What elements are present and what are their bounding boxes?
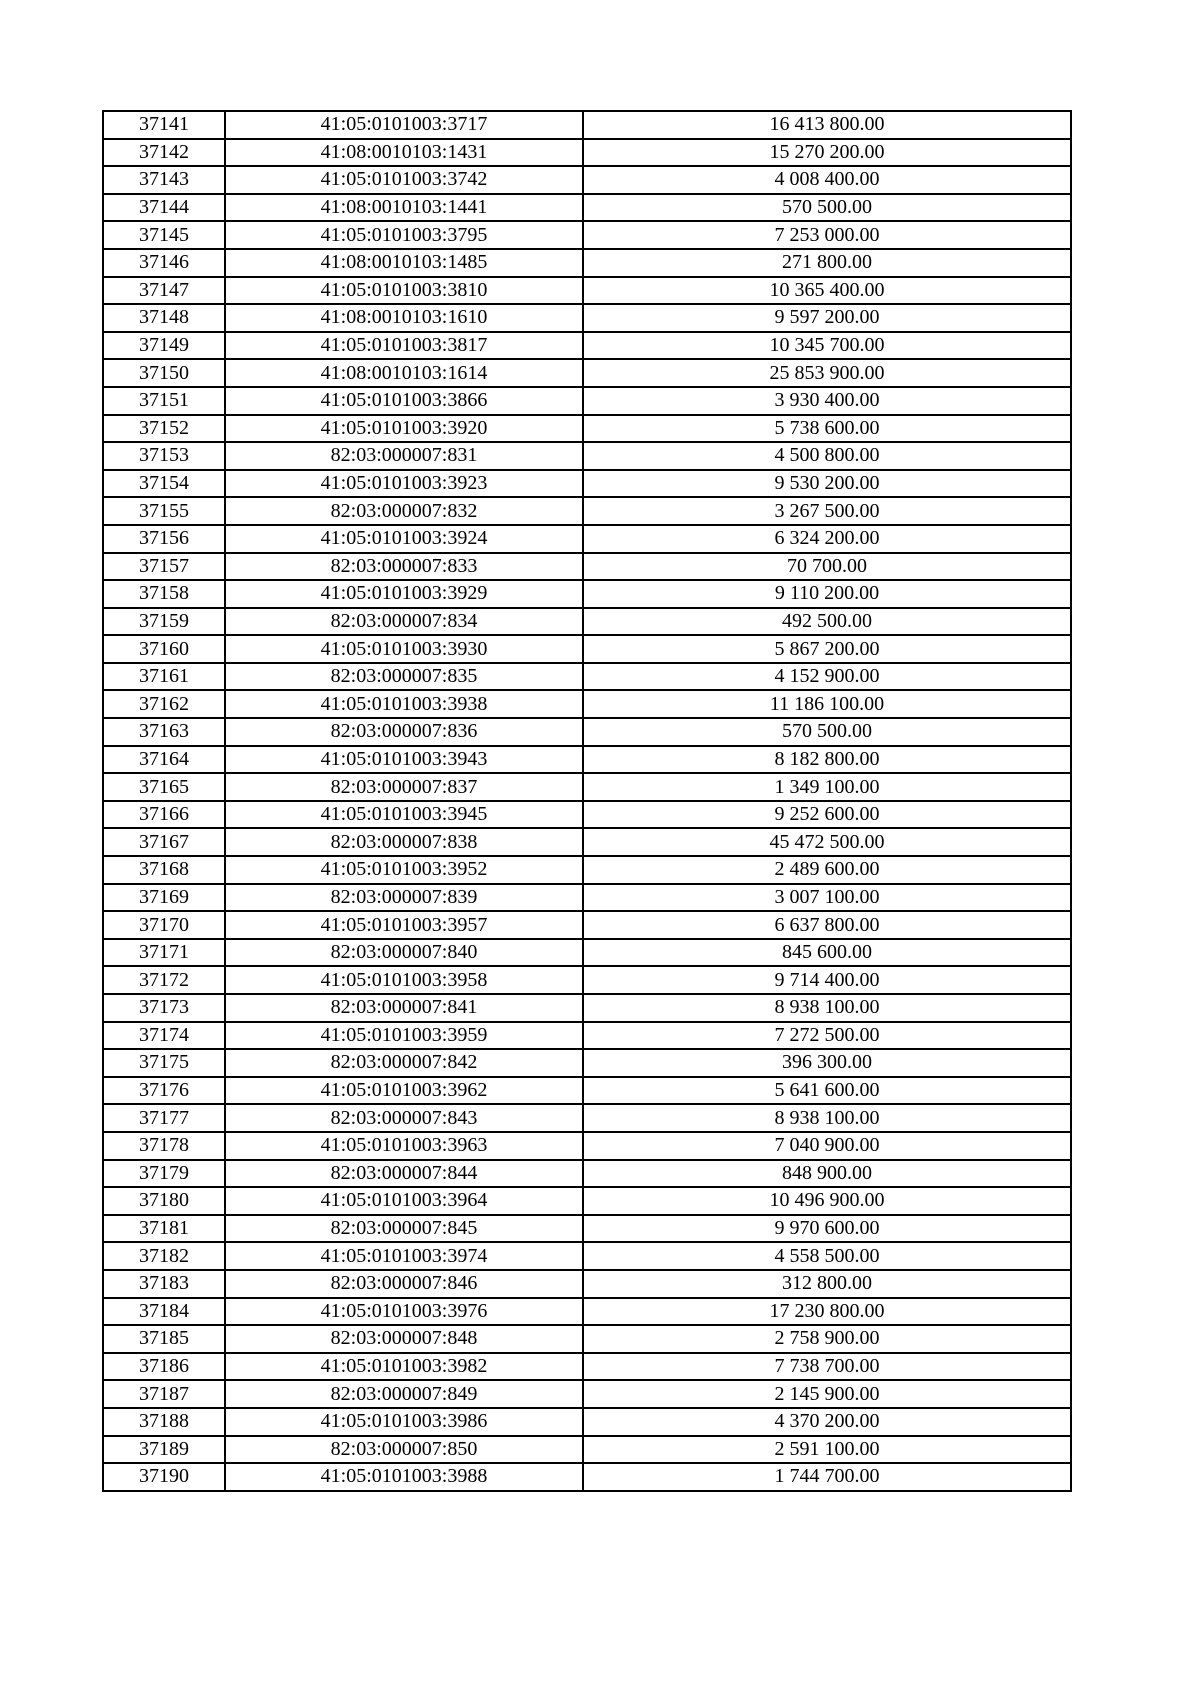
row-number-cell: 37188	[103, 1408, 225, 1436]
row-number-cell: 37153	[103, 442, 225, 470]
cadastral-number-cell: 82:03:000007:834	[225, 608, 583, 636]
table-row	[103, 773, 1071, 801]
table-row	[103, 111, 1071, 139]
cadastral-number-cell: 41:05:0101003:3976	[225, 1298, 583, 1326]
cadastral-number-cell: 82:03:000007:848	[225, 1325, 583, 1353]
table-row	[103, 828, 1071, 856]
cadastral-number-cell: 82:03:000007:840	[225, 939, 583, 967]
cadastral-value-cell: 848 900.00	[583, 1160, 1071, 1188]
cadastral-value-cell: 8 938 100.00	[583, 994, 1071, 1022]
cadastral-number-cell: 41:05:0101003:3742	[225, 166, 583, 194]
table-row	[103, 1408, 1071, 1436]
cadastral-value-cell: 2 758 900.00	[583, 1325, 1071, 1353]
cadastral-number-cell: 41:05:0101003:3959	[225, 1022, 583, 1050]
row-number-cell: 37148	[103, 304, 225, 332]
row-number-cell: 37164	[103, 746, 225, 774]
cadastral-number-cell: 82:03:000007:831	[225, 442, 583, 470]
cadastral-number-cell: 41:05:0101003:3945	[225, 801, 583, 829]
table-row	[103, 939, 1071, 967]
table-row	[103, 718, 1071, 746]
table-row	[103, 690, 1071, 718]
cadastral-number-cell: 82:03:000007:839	[225, 884, 583, 912]
cadastral-number-cell: 41:08:0010103:1431	[225, 139, 583, 167]
row-number-cell: 37149	[103, 332, 225, 360]
cadastral-number-cell: 82:03:000007:833	[225, 553, 583, 581]
cadastral-number-cell: 41:05:0101003:3974	[225, 1242, 583, 1270]
cadastral-value-cell: 10 365 400.00	[583, 277, 1071, 305]
cadastral-number-cell: 41:08:0010103:1614	[225, 359, 583, 387]
cadastral-value-cell: 4 370 200.00	[583, 1408, 1071, 1436]
table-row	[103, 1298, 1071, 1326]
table-row	[103, 994, 1071, 1022]
row-number-cell: 37161	[103, 663, 225, 691]
row-number-cell: 37181	[103, 1215, 225, 1243]
cadastral-number-cell: 41:08:0010103:1610	[225, 304, 583, 332]
cadastral-value-cell: 2 145 900.00	[583, 1380, 1071, 1408]
row-number-cell: 37166	[103, 801, 225, 829]
table-row	[103, 415, 1071, 443]
table-row	[103, 553, 1071, 581]
cadastral-value-cell: 3 267 500.00	[583, 497, 1071, 525]
cadastral-number-cell: 41:05:0101003:3717	[225, 111, 583, 139]
table-row	[103, 249, 1071, 277]
cadastral-value-cell: 2 489 600.00	[583, 856, 1071, 884]
row-number-cell: 37158	[103, 580, 225, 608]
cadastral-value-cell: 11 186 100.00	[583, 690, 1071, 718]
cadastral-number-cell: 41:05:0101003:3924	[225, 525, 583, 553]
cadastral-value-cell: 3 007 100.00	[583, 884, 1071, 912]
cadastral-value-cell: 1 349 100.00	[583, 773, 1071, 801]
cadastral-number-cell: 41:05:0101003:3817	[225, 332, 583, 360]
cadastral-number-cell: 41:05:0101003:3988	[225, 1463, 583, 1491]
row-number-cell: 37144	[103, 194, 225, 222]
table-row	[103, 304, 1071, 332]
row-number-cell: 37178	[103, 1132, 225, 1160]
cadastral-number-cell: 41:05:0101003:3920	[225, 415, 583, 443]
cadastral-number-cell: 41:05:0101003:3930	[225, 635, 583, 663]
table-row	[103, 332, 1071, 360]
row-number-cell: 37151	[103, 387, 225, 415]
cadastral-number-cell: 41:05:0101003:3866	[225, 387, 583, 415]
row-number-cell: 37163	[103, 718, 225, 746]
table-row	[103, 801, 1071, 829]
cadastral-number-cell: 82:03:000007:841	[225, 994, 583, 1022]
cadastral-value-cell: 492 500.00	[583, 608, 1071, 636]
table-row	[103, 580, 1071, 608]
cadastral-value-cell: 10 496 900.00	[583, 1187, 1071, 1215]
cadastral-number-cell: 82:03:000007:832	[225, 497, 583, 525]
row-number-cell: 37155	[103, 497, 225, 525]
cadastral-number-cell: 41:05:0101003:3952	[225, 856, 583, 884]
cadastral-number-cell: 82:03:000007:849	[225, 1380, 583, 1408]
cadastral-value-cell: 9 970 600.00	[583, 1215, 1071, 1243]
row-number-cell: 37185	[103, 1325, 225, 1353]
cadastral-number-cell: 41:05:0101003:3938	[225, 690, 583, 718]
row-number-cell: 37154	[103, 470, 225, 498]
cadastral-number-cell: 41:05:0101003:3795	[225, 221, 583, 249]
cadastral-value-cell: 7 738 700.00	[583, 1353, 1071, 1381]
cadastral-value-cell: 9 597 200.00	[583, 304, 1071, 332]
cadastral-number-cell: 41:05:0101003:3923	[225, 470, 583, 498]
cadastral-value-cell: 4 152 900.00	[583, 663, 1071, 691]
cadastral-number-cell: 82:03:000007:845	[225, 1215, 583, 1243]
cadastral-number-cell: 82:03:000007:846	[225, 1270, 583, 1298]
cadastral-value-cell: 6 324 200.00	[583, 525, 1071, 553]
cadastral-number-cell: 82:03:000007:837	[225, 773, 583, 801]
table-row	[103, 1380, 1071, 1408]
cadastral-number-cell: 41:05:0101003:3958	[225, 966, 583, 994]
row-number-cell: 37174	[103, 1022, 225, 1050]
row-number-cell: 37168	[103, 856, 225, 884]
table-row	[103, 1160, 1071, 1188]
cadastral-number-cell: 41:05:0101003:3964	[225, 1187, 583, 1215]
table-row	[103, 856, 1071, 884]
cadastral-value-cell: 5 641 600.00	[583, 1077, 1071, 1105]
row-number-cell: 37165	[103, 773, 225, 801]
cadastral-value-cell: 271 800.00	[583, 249, 1071, 277]
cadastral-number-cell: 41:05:0101003:3943	[225, 746, 583, 774]
row-number-cell: 37169	[103, 884, 225, 912]
cadastral-number-cell: 82:03:000007:838	[225, 828, 583, 856]
table-row	[103, 635, 1071, 663]
row-number-cell: 37172	[103, 966, 225, 994]
table-row	[103, 1022, 1071, 1050]
cadastral-value-cell: 70 700.00	[583, 553, 1071, 581]
cadastral-value-cell: 25 853 900.00	[583, 359, 1071, 387]
table-row	[103, 1187, 1071, 1215]
cadastral-number-cell: 41:08:0010103:1485	[225, 249, 583, 277]
cadastral-value-cell: 2 591 100.00	[583, 1436, 1071, 1464]
table-row	[103, 525, 1071, 553]
cadastral-number-cell: 41:05:0101003:3929	[225, 580, 583, 608]
table-row	[103, 1270, 1071, 1298]
row-number-cell: 37179	[103, 1160, 225, 1188]
row-number-cell: 37180	[103, 1187, 225, 1215]
row-number-cell: 37142	[103, 139, 225, 167]
cadastral-value-cell: 9 110 200.00	[583, 580, 1071, 608]
cadastral-value-cell: 845 600.00	[583, 939, 1071, 967]
row-number-cell: 37183	[103, 1270, 225, 1298]
cadastral-number-cell: 41:05:0101003:3982	[225, 1353, 583, 1381]
cadastral-value-cell: 15 270 200.00	[583, 139, 1071, 167]
row-number-cell: 37156	[103, 525, 225, 553]
cadastral-number-cell: 82:03:000007:842	[225, 1049, 583, 1077]
table-row	[103, 1104, 1071, 1132]
cadastral-number-cell: 41:05:0101003:3986	[225, 1408, 583, 1436]
cadastral-value-cell: 17 230 800.00	[583, 1298, 1071, 1326]
table-row	[103, 497, 1071, 525]
table-row	[103, 746, 1071, 774]
table-row	[103, 1436, 1071, 1464]
table-row	[103, 966, 1071, 994]
cadastral-number-cell: 41:05:0101003:3810	[225, 277, 583, 305]
table-row	[103, 194, 1071, 222]
row-number-cell: 37145	[103, 221, 225, 249]
cadastral-value-cell: 45 472 500.00	[583, 828, 1071, 856]
row-number-cell: 37175	[103, 1049, 225, 1077]
row-number-cell: 37187	[103, 1380, 225, 1408]
cadastral-value-cell: 4 558 500.00	[583, 1242, 1071, 1270]
cadastral-value-cell: 7 040 900.00	[583, 1132, 1071, 1160]
cadastral-value-cell: 570 500.00	[583, 194, 1071, 222]
row-number-cell: 37170	[103, 911, 225, 939]
cadastral-value-cell: 5 738 600.00	[583, 415, 1071, 443]
table-row	[103, 1077, 1071, 1105]
cadastral-number-cell: 82:03:000007:836	[225, 718, 583, 746]
row-number-cell: 37186	[103, 1353, 225, 1381]
cadastral-number-cell: 41:05:0101003:3957	[225, 911, 583, 939]
row-number-cell: 37146	[103, 249, 225, 277]
table-row	[103, 139, 1071, 167]
cadastral-value-cell: 8 182 800.00	[583, 746, 1071, 774]
cadastral-value-cell: 8 938 100.00	[583, 1104, 1071, 1132]
row-number-cell: 37159	[103, 608, 225, 636]
cadastral-value-cell: 16 413 800.00	[583, 111, 1071, 139]
cadastral-value-cell: 570 500.00	[583, 718, 1071, 746]
row-number-cell: 37147	[103, 277, 225, 305]
row-number-cell: 37150	[103, 359, 225, 387]
cadastral-number-cell: 41:08:0010103:1441	[225, 194, 583, 222]
cadastral-value-cell: 3 930 400.00	[583, 387, 1071, 415]
cadastral-value-cell: 9 714 400.00	[583, 966, 1071, 994]
cadastral-value-cell: 9 530 200.00	[583, 470, 1071, 498]
row-number-cell: 37141	[103, 111, 225, 139]
table-row	[103, 1242, 1071, 1270]
row-number-cell: 37190	[103, 1463, 225, 1491]
table-row	[103, 387, 1071, 415]
cadastral-value-cell: 1 744 700.00	[583, 1463, 1071, 1491]
table-row	[103, 1463, 1071, 1491]
cadastral-number-cell: 41:05:0101003:3963	[225, 1132, 583, 1160]
table-row	[103, 608, 1071, 636]
row-number-cell: 37167	[103, 828, 225, 856]
table-row	[103, 221, 1071, 249]
cadastral-number-cell: 41:05:0101003:3962	[225, 1077, 583, 1105]
row-number-cell: 37182	[103, 1242, 225, 1270]
cadastral-value-table	[102, 110, 1072, 1492]
table-row	[103, 442, 1071, 470]
table-row	[103, 359, 1071, 387]
row-number-cell: 37162	[103, 690, 225, 718]
row-number-cell: 37189	[103, 1436, 225, 1464]
row-number-cell: 37176	[103, 1077, 225, 1105]
cadastral-value-cell: 7 272 500.00	[583, 1022, 1071, 1050]
table-row	[103, 166, 1071, 194]
table-row	[103, 1132, 1071, 1160]
cadastral-value-cell: 7 253 000.00	[583, 221, 1071, 249]
table-row	[103, 1215, 1071, 1243]
row-number-cell: 37177	[103, 1104, 225, 1132]
table-row	[103, 663, 1071, 691]
cadastral-value-cell: 396 300.00	[583, 1049, 1071, 1077]
cadastral-value-cell: 312 800.00	[583, 1270, 1071, 1298]
cadastral-number-cell: 82:03:000007:850	[225, 1436, 583, 1464]
table-row	[103, 470, 1071, 498]
table-row	[103, 884, 1071, 912]
row-number-cell: 37143	[103, 166, 225, 194]
cadastral-value-cell: 6 637 800.00	[583, 911, 1071, 939]
cadastral-number-cell: 82:03:000007:844	[225, 1160, 583, 1188]
row-number-cell: 37171	[103, 939, 225, 967]
cadastral-value-cell: 9 252 600.00	[583, 801, 1071, 829]
table-row	[103, 277, 1071, 305]
table-row	[103, 911, 1071, 939]
table-row	[103, 1325, 1071, 1353]
table-body	[103, 111, 1071, 1491]
cadastral-value-cell: 10 345 700.00	[583, 332, 1071, 360]
row-number-cell: 37152	[103, 415, 225, 443]
cadastral-value-cell: 4 500 800.00	[583, 442, 1071, 470]
table-row	[103, 1353, 1071, 1381]
cadastral-value-cell: 5 867 200.00	[583, 635, 1071, 663]
row-number-cell: 37184	[103, 1298, 225, 1326]
row-number-cell: 37157	[103, 553, 225, 581]
table-row	[103, 1049, 1071, 1077]
row-number-cell: 37160	[103, 635, 225, 663]
row-number-cell: 37173	[103, 994, 225, 1022]
cadastral-number-cell: 82:03:000007:835	[225, 663, 583, 691]
cadastral-value-cell: 4 008 400.00	[583, 166, 1071, 194]
cadastral-number-cell: 82:03:000007:843	[225, 1104, 583, 1132]
